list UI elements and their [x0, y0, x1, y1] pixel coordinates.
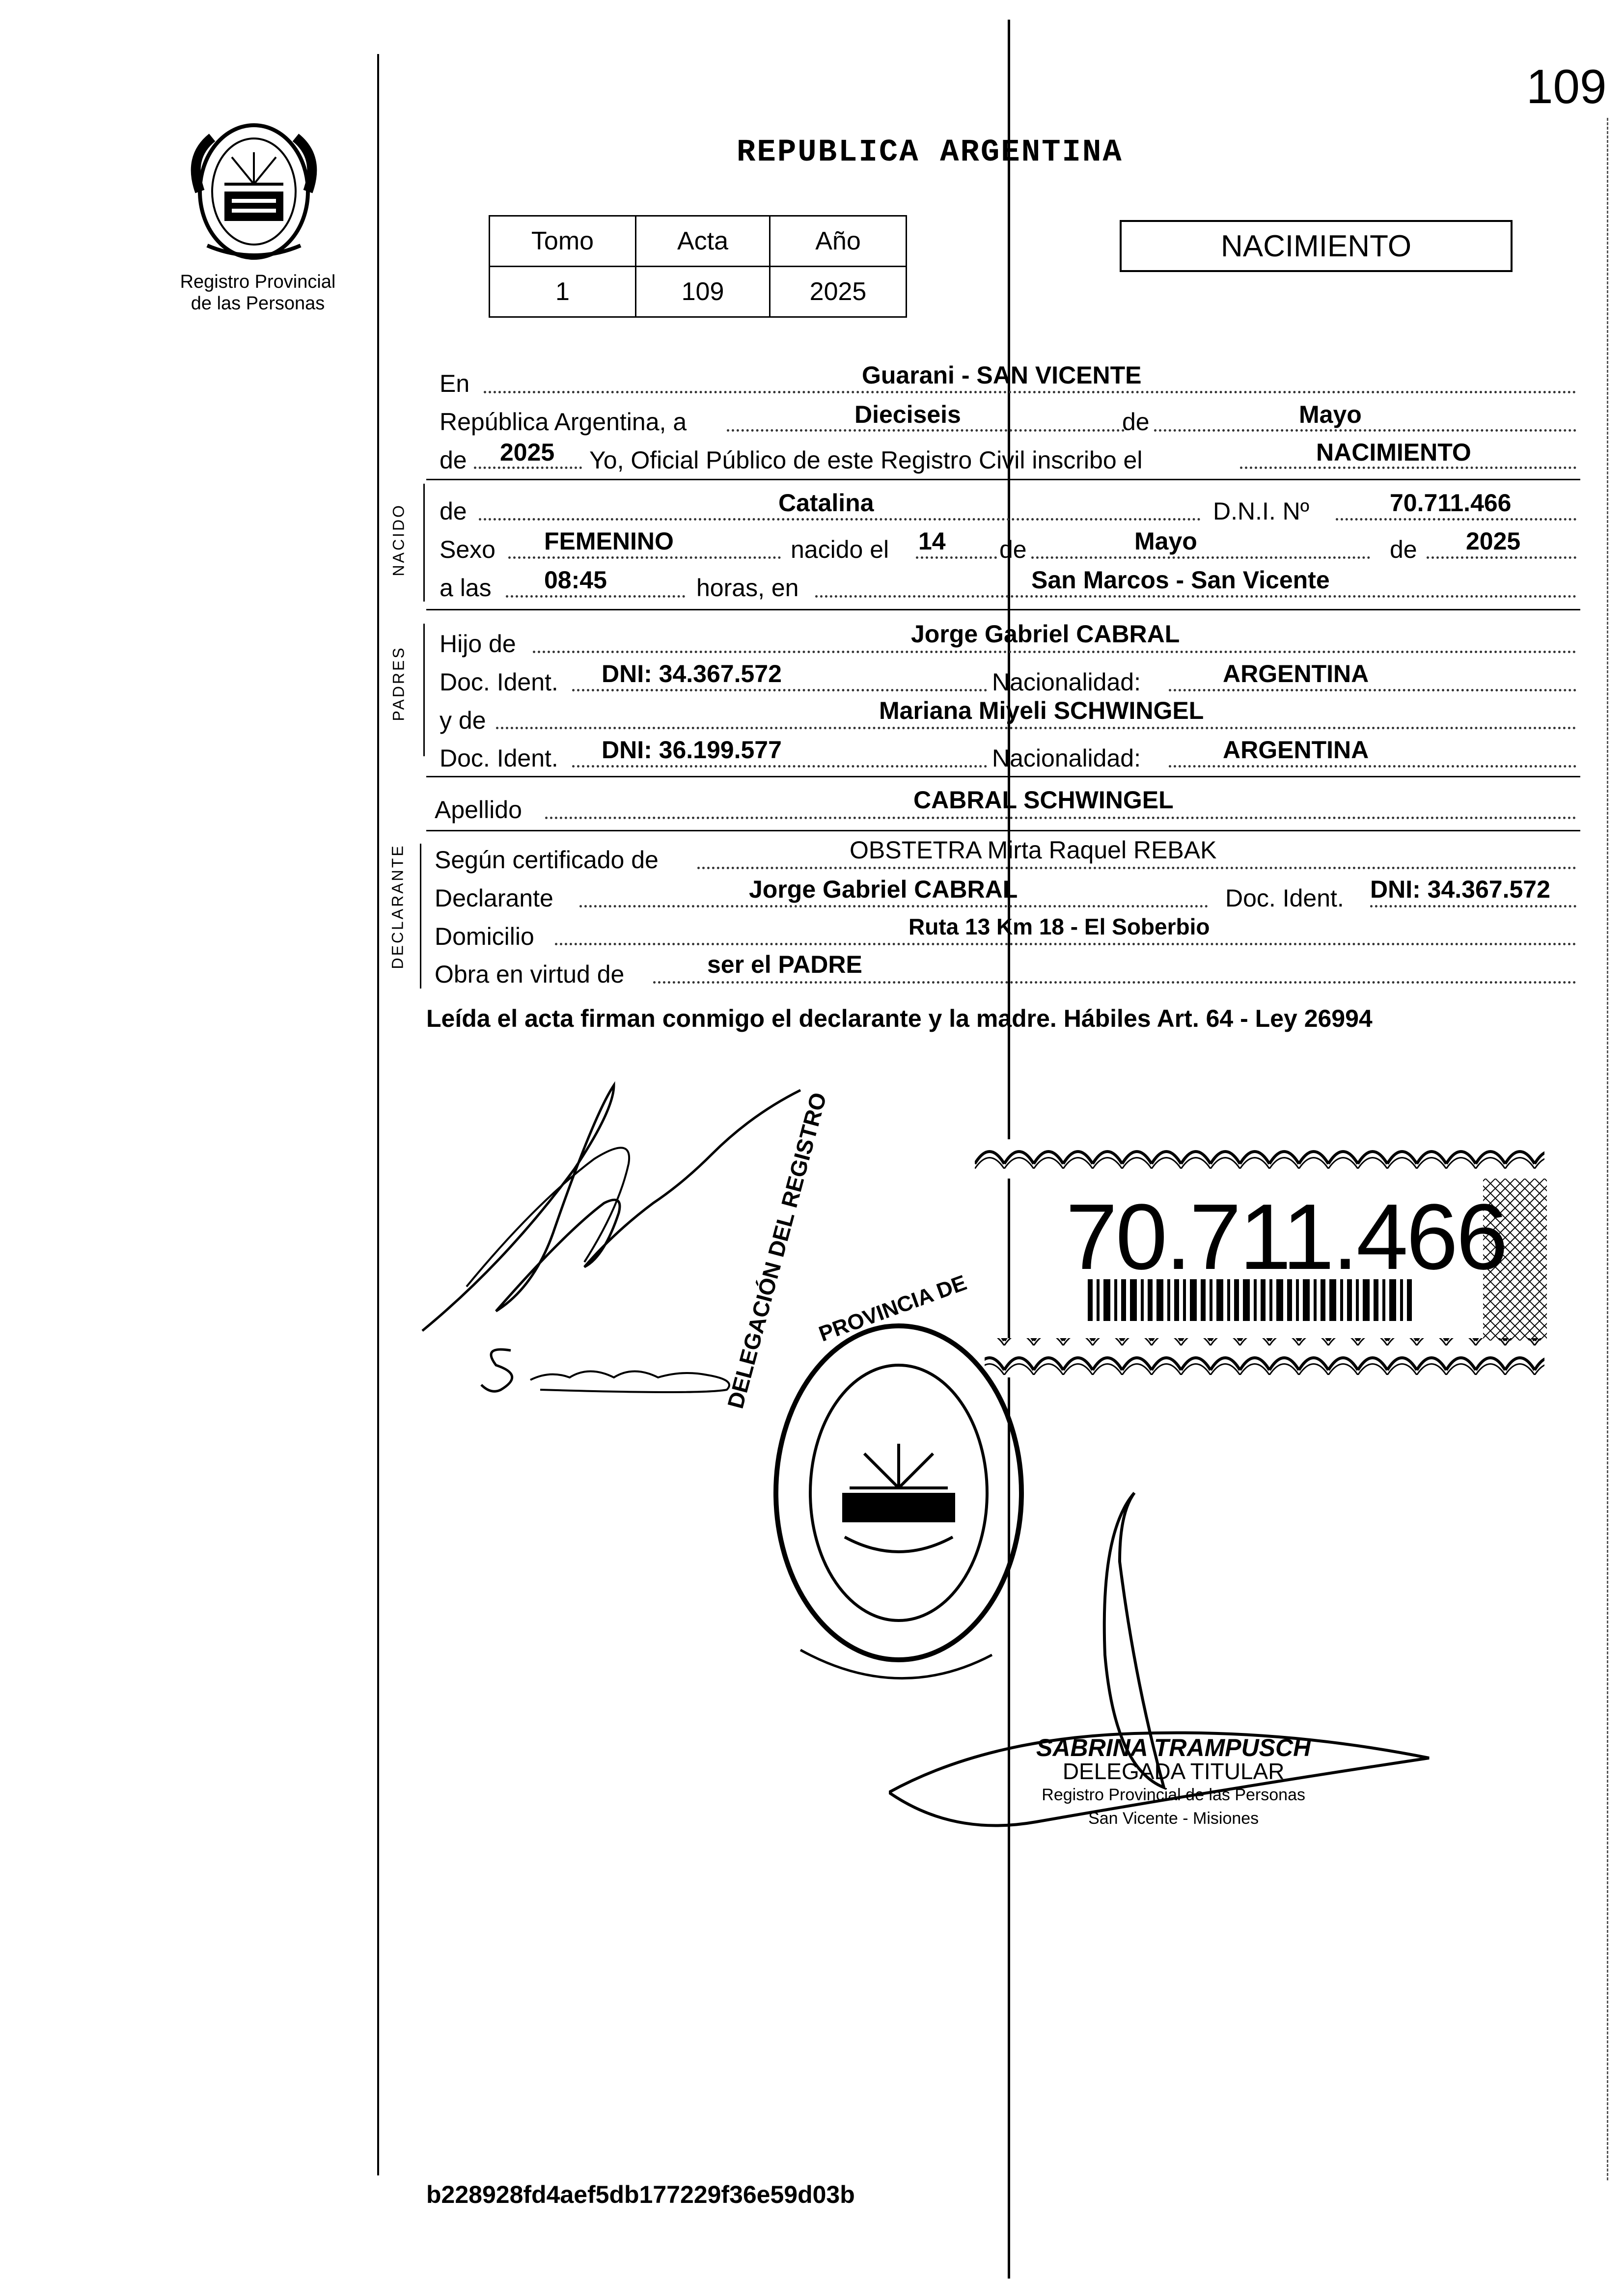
- dotted-line: [1240, 467, 1576, 469]
- dotted-line: [572, 765, 987, 768]
- section-divider: [426, 609, 1580, 610]
- declarante-bracket: [420, 844, 421, 989]
- official-title: DELEGADA TITULAR: [1062, 1759, 1285, 1784]
- mother-signature: [471, 1336, 766, 1409]
- dotted-line: [506, 595, 685, 598]
- yo-text: Yo, Oficial Público de este Registro Civil inscribo el: [589, 446, 1143, 474]
- nacido-side-label: NACIDO: [389, 503, 408, 577]
- record-table-header: [490, 216, 907, 267]
- en-label: En: [440, 370, 470, 397]
- dotted-line: [1154, 429, 1576, 432]
- section-divider: [426, 479, 1580, 480]
- mother-doc-label: Doc. Ident.: [440, 744, 558, 772]
- a-las-label: a las: [440, 574, 492, 602]
- place-value: Guarani - SAN VICENTE: [862, 361, 1142, 389]
- record-table-values: [490, 267, 907, 317]
- birth-day-value: 14: [918, 527, 946, 555]
- dotted-line: [508, 556, 781, 559]
- declarante-side-label: DECLARANTE: [388, 844, 407, 969]
- nacido-el-label: nacido el: [791, 536, 889, 563]
- nacido-bracket: [423, 484, 425, 602]
- day-value: Dieciseis: [854, 401, 961, 428]
- dotted-line: [1031, 556, 1370, 559]
- father-name-value: Jorge Gabriel CABRAL: [911, 620, 1180, 648]
- obra-label: Obra en virtud de: [435, 961, 625, 988]
- padres-bracket: [423, 624, 425, 756]
- child-name-value: Catalina: [778, 489, 874, 517]
- closing-statement: Leída el acta firman conmigo el declarante y la madre. Hábiles Art. 64 - Ley 26994: [426, 1005, 1373, 1032]
- child-dni-value: 70.711.466: [1390, 489, 1512, 517]
- father-nationality-value: ARGENTINA: [1223, 660, 1369, 687]
- acta-value: 109: [636, 267, 770, 317]
- father-doc-label: Doc. Ident.: [440, 668, 558, 696]
- dni-label: D.N.I. Nº: [1213, 497, 1310, 525]
- mother-name-value: Mariana Miyeli SCHWINGEL: [879, 697, 1204, 724]
- right-edge-line: [1607, 118, 1608, 2180]
- mother-doc-value: DNI: 36.199.577: [602, 736, 782, 764]
- official-line-3: Registro Provincial de las Personas: [1042, 1786, 1305, 1804]
- record-table: [489, 215, 907, 318]
- dotted-line: [579, 905, 1208, 907]
- de-label-2: de: [440, 446, 467, 474]
- horas-label: horas, en: [696, 574, 799, 602]
- dotted-line: [479, 518, 1201, 521]
- acta-header: Acta: [636, 216, 770, 267]
- father-doc-value: DNI: 34.367.572: [602, 660, 782, 687]
- sexo-label: Sexo: [440, 536, 495, 563]
- dotted-line: [545, 817, 1576, 819]
- seal-inner-text: PROVINCIA DE: [815, 1270, 970, 1347]
- dotted-line: [496, 727, 1576, 729]
- official-name: SABRINA TRAMPUSCH: [1036, 1734, 1311, 1761]
- dotted-line: [555, 943, 1576, 945]
- de-label: de: [999, 536, 1027, 563]
- father-nationality-label: Nacionalidad:: [992, 668, 1141, 696]
- page-number: 109: [1526, 59, 1607, 113]
- anio-value: 2025: [770, 267, 907, 317]
- apellido-label: Apellido: [435, 796, 522, 824]
- declarante-doc-value: DNI: 34.367.572: [1370, 876, 1550, 903]
- dotted-line: [1427, 556, 1576, 559]
- y-de-label: y de: [440, 707, 486, 734]
- time-value: 08:45: [544, 566, 607, 594]
- registro-line-1: Registro Provincial: [180, 272, 336, 292]
- domicilio-label: Domicilio: [435, 923, 534, 950]
- padres-side-label: PADRES: [389, 646, 408, 721]
- section-divider: [426, 776, 1580, 777]
- sexo-value: FEMENINO: [544, 527, 674, 555]
- anio-header: Año: [770, 216, 907, 267]
- registro-line-2: de las Personas: [191, 293, 325, 314]
- tomo-header: Tomo: [490, 216, 636, 267]
- country-title: REPUBLICA ARGENTINA: [737, 135, 1123, 170]
- left-margin-line: [377, 54, 379, 2175]
- declarante-value: Jorge Gabriel CABRAL: [749, 876, 1018, 903]
- document-hash: b228928fd4aef5db177229f36e59d03b: [426, 2181, 855, 2208]
- birth-month-value: Mayo: [1134, 527, 1197, 555]
- dotted-line: [533, 651, 1576, 653]
- dni-sticker-number: 70.711.466: [1066, 1185, 1506, 1289]
- apellido-value: CABRAL SCHWINGEL: [913, 786, 1174, 814]
- dotted-line: [916, 556, 997, 559]
- misiones-crest-logo: [178, 118, 330, 265]
- de-label: de: [1122, 408, 1150, 436]
- declarante-label: Declarante: [435, 884, 553, 912]
- dotted-line: [815, 595, 1576, 598]
- official-stamp: [1036, 1736, 1311, 1830]
- republica-label: República Argentina, a: [440, 408, 687, 436]
- official-line-4: San Vicente - Misiones: [1088, 1809, 1259, 1828]
- declarante-doc-label: Doc. Ident.: [1225, 884, 1344, 912]
- tomo-value: 1: [490, 267, 636, 317]
- mother-nationality-value: ARGENTINA: [1223, 736, 1369, 764]
- dotted-line: [474, 467, 582, 469]
- mother-nationality-label: Nacionalidad:: [992, 744, 1141, 772]
- dotted-line: [1370, 905, 1576, 907]
- dotted-line: [572, 689, 987, 691]
- dotted-line: [484, 391, 1576, 393]
- document-type-box: NACIMIENTO: [1120, 220, 1513, 272]
- dotted-line: [1336, 518, 1576, 521]
- birth-year-value: 2025: [1466, 527, 1521, 555]
- section-divider: [426, 830, 1580, 831]
- dotted-line: [697, 867, 1576, 869]
- dotted-line: [653, 981, 1576, 984]
- certificado-value: OBSTETRA Mirta Raquel REBAK: [850, 836, 1217, 864]
- seal-outer-text: DELEGACIÓN DEL REGISTRO: [722, 1090, 831, 1411]
- nacido-de-label: de: [440, 497, 467, 525]
- hijo-de-label: Hijo de: [440, 630, 516, 658]
- birth-place-value: San Marcos - San Vicente: [1031, 566, 1330, 594]
- registro-provincial-label: [160, 271, 356, 314]
- de-label-2: de: [1390, 536, 1417, 563]
- month-value: Mayo: [1299, 401, 1362, 428]
- obra-value: ser el PADRE: [707, 951, 862, 978]
- certificado-label: Según certificado de: [435, 846, 659, 874]
- dotted-line: [1169, 689, 1576, 691]
- year-value: 2025: [500, 439, 555, 466]
- domicilio-value: Ruta 13 Km 18 - El Soberbio: [908, 914, 1210, 939]
- dotted-line: [727, 429, 1125, 432]
- event-value: NACIMIENTO: [1316, 439, 1471, 466]
- dotted-line: [1169, 765, 1576, 768]
